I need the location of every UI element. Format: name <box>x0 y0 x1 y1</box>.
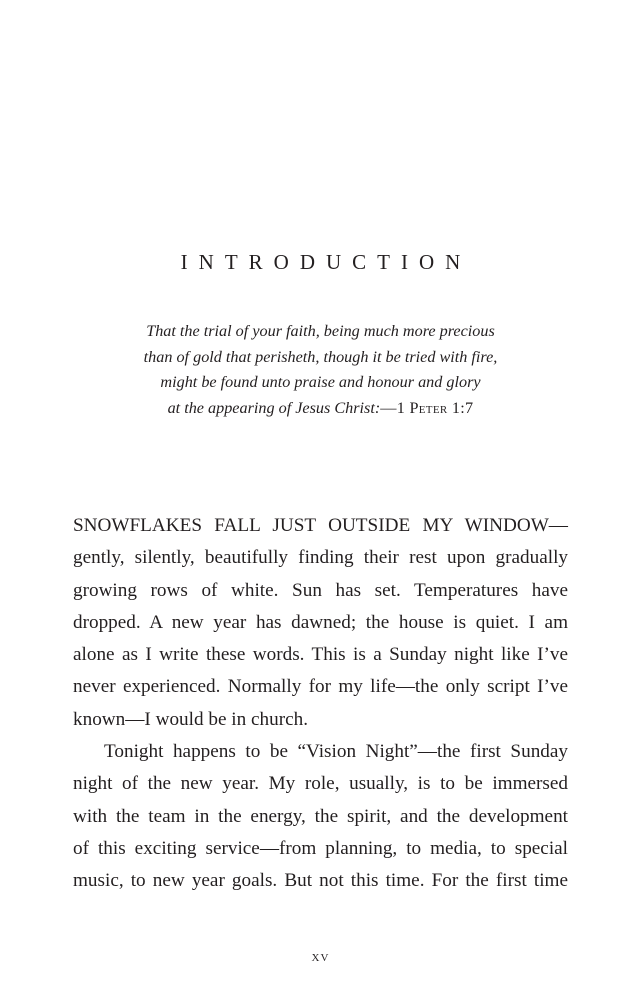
epigraph-reference: —1 Peter 1:7 <box>380 398 474 417</box>
epigraph-line: at the appearing of Jesus Christ: <box>167 398 381 417</box>
page-number: xv <box>311 949 330 965</box>
chapter-title: INTRODUCTION <box>180 250 472 274</box>
body-line: gently, silently, beautifully finding their rest upon gradually <box>73 547 568 569</box>
epigraph-line: That the trial of your faith, being much more precious <box>146 322 495 340</box>
body-line: SNOWFLAKES FALL JUST OUTSIDE MY WINDOW— <box>73 515 568 536</box>
body-line: alone as I write these words. This is a Sunday night like I’ve <box>73 644 568 666</box>
body-line: music, to new year goals. But not this time. For the first time <box>73 870 568 892</box>
epigraph <box>0 319 641 421</box>
epigraph-line: than of gold that perisheth, though it be tried with fire, <box>143 347 498 366</box>
body-text <box>73 510 568 898</box>
epigraph-last-line <box>0 396 641 422</box>
body-line: night of the new year. My role, usually, is to be immersed <box>73 773 568 795</box>
body-line: dropped. A new year has dawned; the house is quiet. I am <box>73 611 568 633</box>
body-line: never experienced. Normally for my life—the only script I’ve <box>73 676 568 698</box>
body-line: growing rows of white. Sun has set. Temperatures have <box>73 579 568 601</box>
epigraph-line: might be found unto praise and honour and glory <box>160 373 481 391</box>
body-line: of this exciting service—from planning, to media, to special <box>73 837 568 859</box>
body-line: with the team in the energy, the spirit, and the development <box>73 805 568 827</box>
body-line: Tonight happens to be “Vision Night”—the first Sunday <box>104 741 568 763</box>
body-line: known—I would be in church. <box>73 708 309 730</box>
